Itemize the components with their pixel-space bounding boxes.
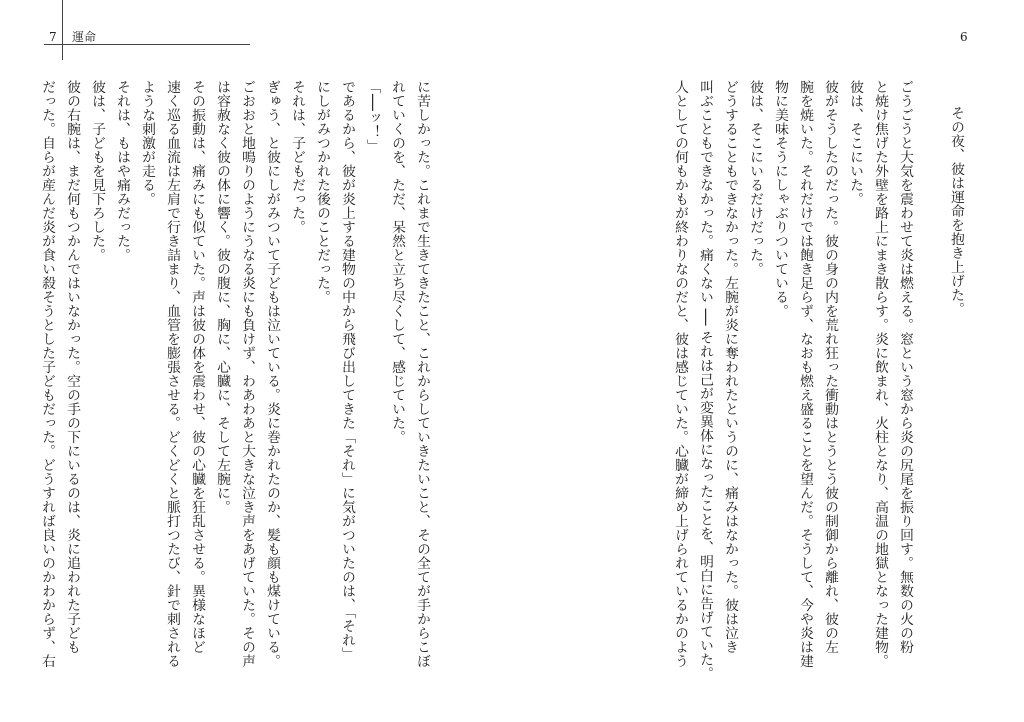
text-line: 彼は、子どもを見下ろした。: [89, 80, 105, 262]
page-number-right: 6: [960, 30, 968, 44]
text-line: 彼がそうしたのだった。彼の身の内を荒れ狂った衝動はとうとう彼の制御から離れ、彼の左: [822, 80, 838, 654]
text-line: 速く巡る血流は左肩で行き詰まり、血管を膨張させる。どくどくと脈打つたび、針で刺される: [164, 80, 180, 668]
left-page-text: [39, 80, 434, 668]
right-page-text: [590, 80, 968, 681]
text-line: であるから、彼が炎上する建物の中から飛び出してきた「それ」に気がついたのは、「それ」: [339, 80, 355, 662]
text-line: は容赦なく彼の体に響く。彼の腹に、胸に、心臓に、そして左腕に。: [214, 80, 230, 514]
header-vertical-rule: [62, 0, 63, 60]
text-line: にしがみつかれた後のことだった。: [314, 80, 330, 304]
running-title: 運命: [72, 30, 97, 44]
text-line: それは、子どもだった。: [289, 80, 305, 234]
text-line: 「──ッ！」: [364, 80, 380, 154]
text-line: 人としての何もかもが終わりなのだと、彼は感じていた。心臓が締め上げられているかのよう: [672, 80, 688, 668]
text-line: 叫ぶこともできなかった。痛くない ── それは己が変異体になったことを、明白に告げていた。: [697, 80, 713, 681]
text-line: ごおおと地鳴りのようにうなる炎にも負けず、わあわあと大きな泣き声をあげていた。その声: [239, 80, 255, 668]
text-line: 腕を焼いた。それだけでは飽き足らず、なおも燃え盛ることを望んだ。そうして、今や炎は建: [797, 80, 813, 668]
text-line: その夜、彼は運命を抱き上げた。: [948, 106, 964, 316]
text-line: それは、もはや痛みだった。: [114, 80, 130, 262]
text-line: その振動は、痛みにも似ていた。声は彼の体を震わせ、彼の心臓を狂乱させる。異様なほど: [189, 80, 205, 654]
text-line: に苦しかった。これまで生きてきたこと、これからしていきたいこと、その全てが手からこぼ: [414, 80, 430, 668]
text-line: 物に美味そうにしゃぶりついている。: [772, 80, 788, 318]
text-line: 彼の右腕は、まだ何もつかんではいなかった。空の手の下にいるのは、炎に追われた子ども: [64, 80, 80, 654]
text-line: ぎゅう、と彼にしがみついて子どもは泣いている。炎に巻かれたのか、髪も顔も煤けている。: [264, 80, 280, 668]
text-line: れていくのを、ただ、呆然と立ち尽くして、感じていた。: [389, 80, 405, 444]
text-line: だった。自らが産んだ炎が食い殺そうとした子どもだった。どうすれば良いのかわからず、右: [39, 80, 55, 668]
text-line: と焼け焦げた外壁を路上にまき散らす。炎に飲まれ、火柱となり、高温の地獄となった建物。: [872, 80, 888, 668]
text-line: どうすることもできなかった。左腕が炎に奪われたというのに、痛みはなかった。彼は泣き: [722, 80, 738, 654]
text-line: 彼は、そこにいるだけだった。: [747, 80, 763, 276]
page-number-left: 7: [49, 30, 57, 44]
text-line: ような刺激が走る。: [139, 80, 155, 206]
text-line: ごうごうと大気を震わせて炎は燃える。窓という窓から炎の尻尾を振り回す。無数の火の粉: [897, 80, 913, 654]
text-line: 彼は、そこにいた。: [847, 80, 863, 206]
header-horizontal-rule: [44, 44, 250, 45]
